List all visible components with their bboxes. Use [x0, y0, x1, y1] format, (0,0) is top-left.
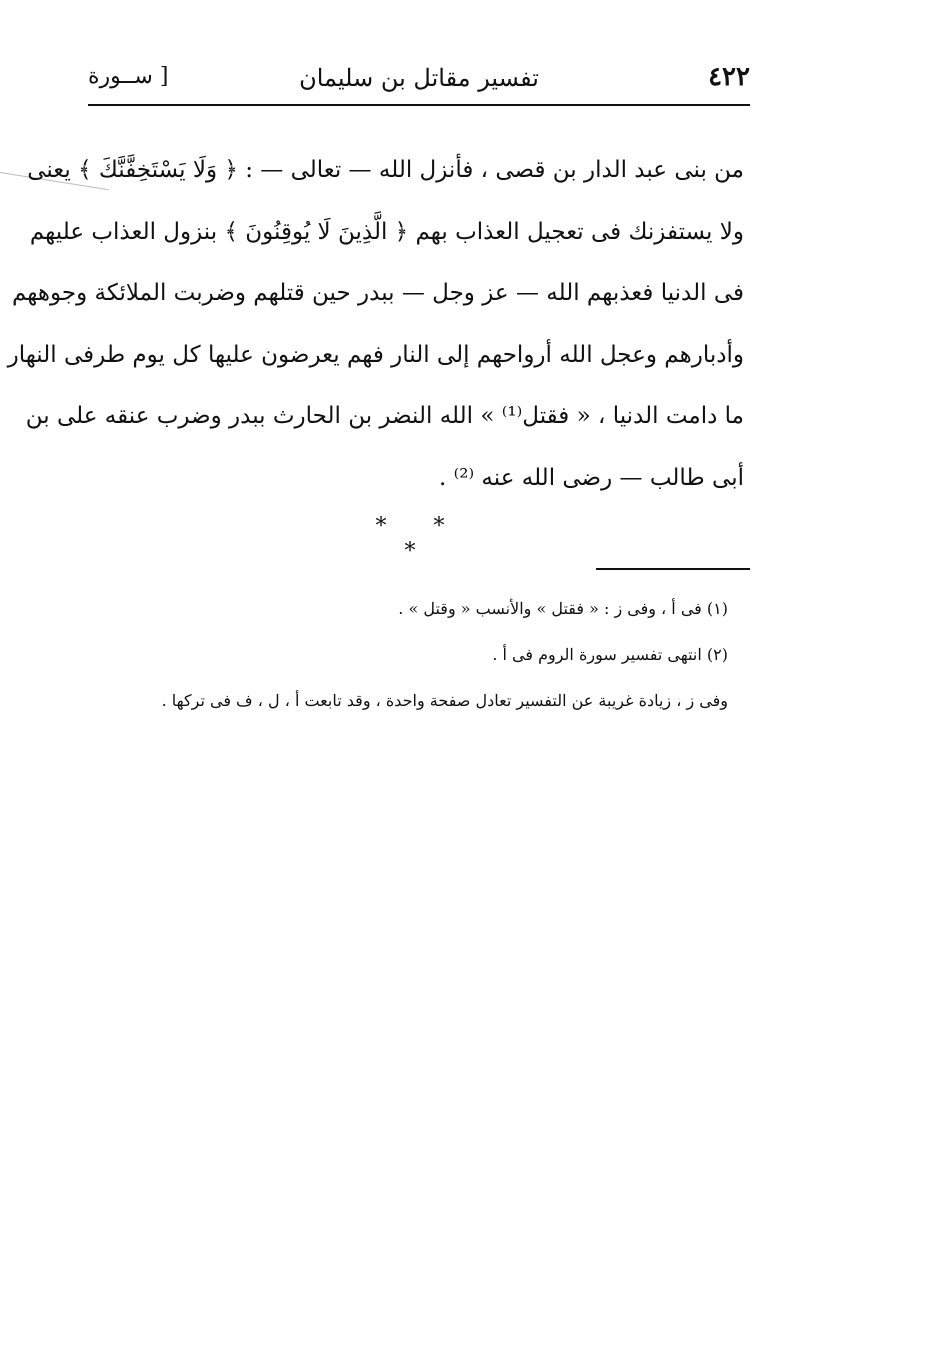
footnote-rule	[596, 568, 750, 570]
running-title: تفسير مقاتل بن سليمان	[299, 64, 539, 92]
footnote: وفى ز ، زيادة غريبة عن التفسير تعادل صفحة واحدة ، وقد تابعت أ ، ل ، ف فى تركها .	[161, 691, 728, 710]
page-number: ٤٢٢	[708, 62, 750, 92]
header-rule	[88, 104, 750, 106]
text-line: وأدبارهم وعجل الله أرواحهم إلى النار فهم يعرضون عليها كل يوم طرفى النهار	[7, 341, 744, 368]
text-line: ولا يستفزنك فى تعجيل العذاب بهم ﴿ الَّذِينَ لَا يُوقِنُونَ ﴾ بنزول العذاب عليهم	[29, 218, 744, 245]
footnotes	[108, 594, 728, 732]
footnote: (٢) انتهى تفسير سورة الروم فى أ .	[492, 645, 728, 664]
running-head	[88, 62, 750, 102]
main-text	[7, 140, 744, 510]
surah-label: [ ســورة	[88, 64, 169, 89]
section-ornament: * * *	[375, 514, 465, 564]
text-line: ما دامت الدنيا ، « فقتل⁽¹⁾ » الله النضر بن الحارث ببدر وضرب عنقه على بن	[25, 403, 744, 430]
text-line: فى الدنيا فعذبهم الله — عز وجل — ببدر حين قتلهم وضربت الملائكة وجوههم	[11, 280, 744, 307]
text-line: من بنى عبد الدار بن قصى ، فأنزل الله — تعالى — : ﴿ وَلَا يَسْتَخِفَّنَّكَ ﴾ يعنى	[27, 157, 744, 183]
text-line: أبى طالب — رضى الله عنه ⁽²⁾ .	[438, 464, 744, 491]
footnote: (١) فى أ ، وفى ز : « فقتل » والأنسب « وقتل » .	[398, 599, 728, 618]
